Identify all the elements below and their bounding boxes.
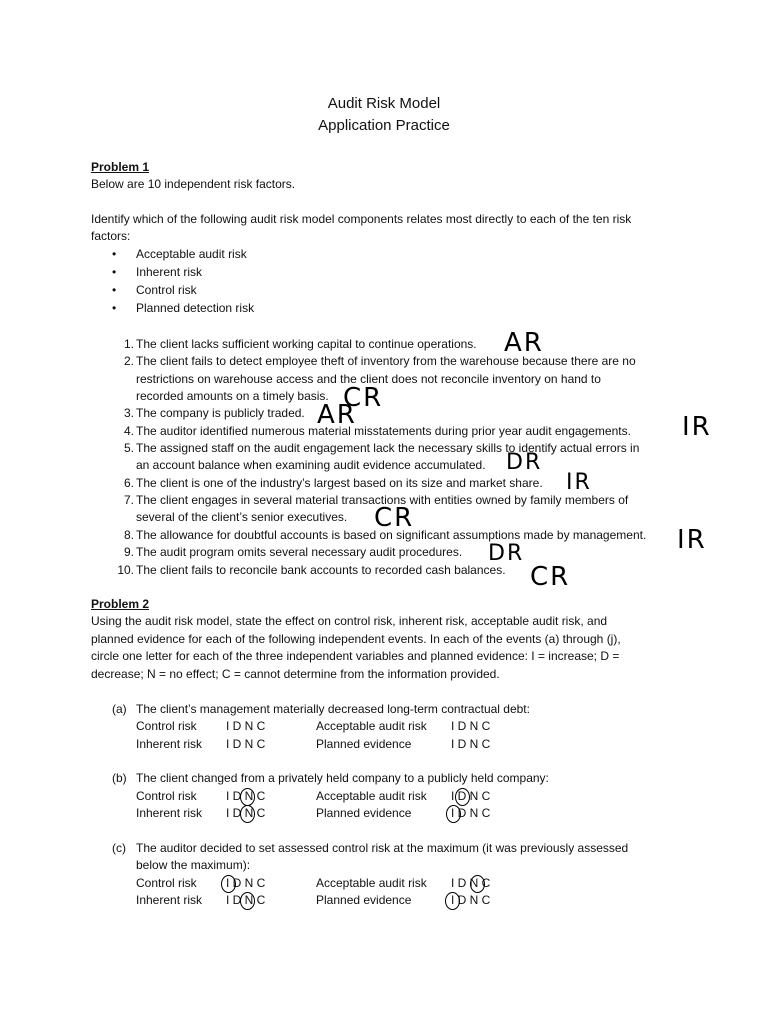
list-item: The audit program omits several necessary audit procedures. xyxy=(136,545,463,559)
item-number: 7. xyxy=(123,493,134,507)
list-item: The allowance for doubtful accounts is based on significant assumptions made by management. xyxy=(136,528,647,542)
handwritten-answer: IR xyxy=(566,470,592,495)
planned-evidence-options: I D N C xyxy=(451,737,491,751)
control-risk-label: Control risk xyxy=(136,789,197,803)
inherent-risk-label: Inherent risk xyxy=(136,737,203,751)
control-risk-options: I D N C xyxy=(226,789,266,803)
list-item-continued: an account balance when examining audit evidence accumulated. xyxy=(136,458,486,472)
event-description: The auditor decided to set assessed control risk at the maximum (it was previously assessed xyxy=(136,841,629,855)
bullet-dot: • xyxy=(112,265,117,279)
handwritten-answer: AR xyxy=(504,328,544,358)
answer-circle xyxy=(221,875,236,893)
bullet-item: Acceptable audit risk xyxy=(136,247,247,261)
handwritten-answer: DR xyxy=(488,541,525,566)
inherent-risk-options: I D N C xyxy=(226,893,266,907)
list-item: The company is publicly traded. xyxy=(136,406,305,420)
bullet-dot: • xyxy=(112,247,117,261)
bullet-item: Control risk xyxy=(136,283,197,297)
bullet-item: Planned detection risk xyxy=(136,301,255,315)
planned-evidence-options: I D N C xyxy=(451,806,491,820)
control-risk-options: I D N C xyxy=(226,876,266,890)
problem2-intro-line: Using the audit risk model, state the effect on control risk, inherent risk, acceptable audit risk, and xyxy=(91,614,608,628)
item-number: 2. xyxy=(123,354,134,368)
control-risk-label: Control risk xyxy=(136,876,197,890)
item-number: 9. xyxy=(123,545,134,559)
list-item: The client engages in several material transactions with entities owned by family members of xyxy=(136,493,629,507)
event-letter: (a) xyxy=(112,702,127,716)
handwritten-answer: CR xyxy=(530,562,571,592)
answer-circle xyxy=(445,892,460,910)
event-description: The client changed from a privately held company to a publicly held company: xyxy=(136,771,549,785)
problem2-intro-line: decrease; N = no effect; C = cannot determine from the information provided. xyxy=(91,667,500,681)
inherent-risk-label: Inherent risk xyxy=(136,806,203,820)
problem2-intro-line: circle one letter for each of the three independent variables and planned evidence: I = increase; D = xyxy=(91,649,620,663)
document-title: Audit Risk Model xyxy=(327,95,441,112)
item-number: 8. xyxy=(123,528,134,542)
problem1-instructions-line1: Identify which of the following audit risk model components relates most directly to each of the ten risk xyxy=(91,212,632,226)
answer-circle xyxy=(470,875,485,893)
control-risk-options: I D N C xyxy=(226,719,266,733)
problem1-heading: Problem 1 xyxy=(91,160,150,174)
acceptable-risk-options: I D N C xyxy=(451,789,491,803)
list-item-continued: recorded amounts on a timely basis. xyxy=(136,389,329,403)
inherent-risk-label: Inherent risk xyxy=(136,893,203,907)
handwritten-answer: IR xyxy=(682,412,712,442)
handwritten-answer: DR xyxy=(506,450,543,475)
list-item: The client is one of the industry’s largest based on its size and market share. xyxy=(136,476,543,490)
acceptable-risk-options: I D N C xyxy=(451,876,491,890)
item-number: 3. xyxy=(123,406,134,420)
handwritten-answer: CR xyxy=(343,383,384,413)
bullet-item: Inherent risk xyxy=(136,265,203,279)
list-item: The client fails to reconcile bank accounts to recorded cash balances. xyxy=(136,563,506,577)
bullet-dot: • xyxy=(112,301,117,315)
handwritten-answer: IR xyxy=(677,525,707,555)
item-number: 5. xyxy=(123,441,134,455)
list-item: The client fails to detect employee theft of inventory from the warehouse because there are no xyxy=(136,354,636,368)
event-letter: (b) xyxy=(112,771,127,785)
answer-circle xyxy=(455,788,470,806)
inherent-risk-options: I D N C xyxy=(226,737,266,751)
list-item-continued: several of the client’s senior executives. xyxy=(136,510,348,524)
handwritten-answer: AR xyxy=(317,400,357,430)
problem1-instructions-line2: factors: xyxy=(91,229,131,243)
acceptable-risk-label: Acceptable audit risk xyxy=(316,876,427,890)
acceptable-risk-options: I D N C xyxy=(451,719,491,733)
event-description-continued: below the maximum): xyxy=(136,858,251,872)
list-item: The auditor identified numerous material misstatements during prior year audit engagements. xyxy=(136,424,631,438)
answer-circle xyxy=(240,805,255,823)
list-item-continued: restrictions on warehouse access and the client does not reconcile inventory on hand to xyxy=(136,372,601,386)
answer-circle xyxy=(240,892,255,910)
item-number: 1. xyxy=(123,337,134,351)
list-item: The assigned staff on the audit engagement lack the necessary skills to identify actual errors in xyxy=(136,441,640,455)
item-number: 6. xyxy=(123,476,134,490)
planned-evidence-label: Planned evidence xyxy=(316,893,412,907)
acceptable-risk-label: Acceptable audit risk xyxy=(316,789,427,803)
answer-circle xyxy=(446,805,461,823)
bullet-dot: • xyxy=(112,283,117,297)
item-number: 4. xyxy=(123,424,134,438)
document-subtitle: Application Practice xyxy=(318,117,450,134)
problem1-intro: Below are 10 independent risk factors. xyxy=(91,177,296,191)
event-description: The client’s management materially decreased long-term contractual debt: xyxy=(136,702,530,716)
list-item: The client lacks sufficient working capital to continue operations. xyxy=(136,337,477,351)
handwritten-answer: CR xyxy=(374,503,415,533)
answer-circle xyxy=(240,788,255,806)
event-letter: (c) xyxy=(112,841,126,855)
acceptable-risk-label: Acceptable audit risk xyxy=(316,719,427,733)
planned-evidence-label: Planned evidence xyxy=(316,806,412,820)
item-number: 10. xyxy=(117,563,134,577)
problem2-heading: Problem 2 xyxy=(91,597,150,611)
planned-evidence-options: I D N C xyxy=(451,893,491,907)
problem2-intro-line: planned evidence for each of the following independent events. In each of the events (a) through (j), xyxy=(91,632,621,646)
control-risk-label: Control risk xyxy=(136,719,197,733)
inherent-risk-options: I D N C xyxy=(226,806,266,820)
planned-evidence-label: Planned evidence xyxy=(316,737,412,751)
